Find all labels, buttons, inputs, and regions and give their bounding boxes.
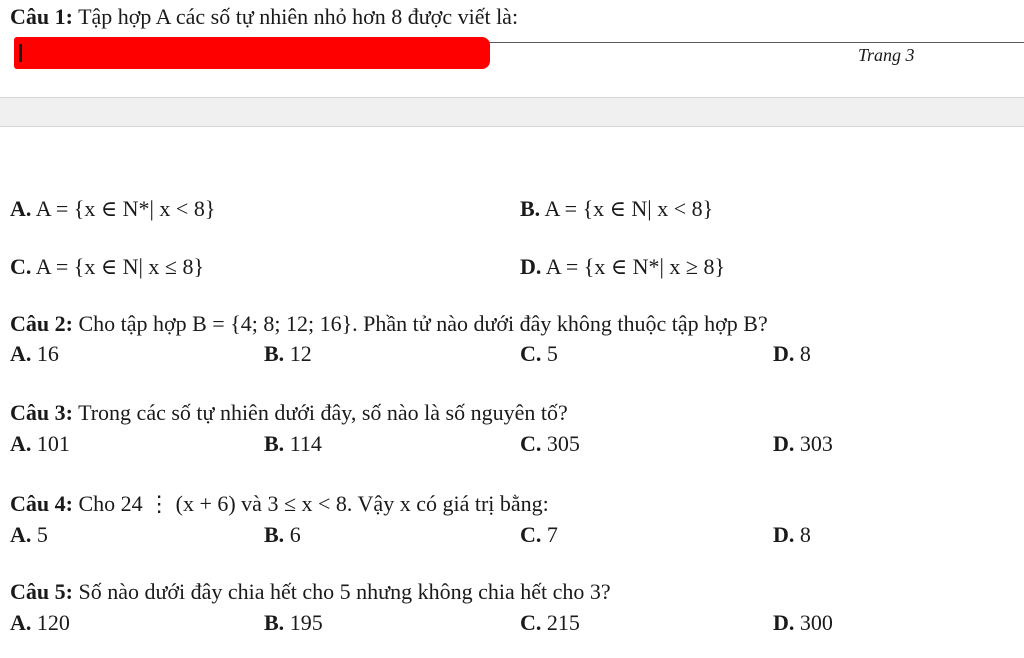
option-text: 101: [36, 431, 70, 456]
option-label: C.: [520, 522, 542, 547]
question-label: Câu 5:: [10, 579, 73, 604]
option-label: B.: [264, 610, 285, 635]
question-1-label: Câu 1:: [10, 4, 73, 29]
option-label: C.: [520, 610, 542, 635]
option-label: A.: [10, 341, 32, 366]
option-text: A = {x ∈ N| x ≤ 8}: [35, 254, 205, 279]
option-text: 195: [289, 610, 323, 635]
q4-option-c: [520, 522, 558, 548]
q2-option-d: [773, 341, 811, 367]
text-cursor: [19, 44, 22, 62]
question-1-text: Tập hợp A các số tự nhiên nhỏ hơn 8 được viết là:: [78, 4, 519, 29]
q4-option-b: [264, 522, 301, 548]
question-3-heading: [10, 400, 568, 426]
option-text: A = {x ∈ N*| x ≥ 8}: [545, 254, 726, 279]
q4-option-a: [10, 522, 48, 548]
option-text: 16: [36, 341, 59, 366]
option-label: D.: [520, 254, 542, 279]
question-text: Cho 24 ⋮ (x + 6) và 3 ≤ x < 8. Vậy x có giá trị bằng:: [78, 491, 549, 516]
redaction-bar: [14, 37, 490, 69]
option-label: D.: [773, 610, 795, 635]
question-4-heading: [10, 491, 549, 517]
option-label: A.: [10, 610, 32, 635]
q5-option-d: [773, 610, 833, 636]
option-text: A = {x ∈ N*| x < 8}: [35, 196, 216, 221]
option-label: D.: [773, 431, 795, 456]
q5-option-a: [10, 610, 70, 636]
option-label: B.: [520, 196, 541, 221]
q1-option-a: [10, 196, 215, 222]
option-text: 300: [799, 610, 833, 635]
option-text: 8: [799, 341, 811, 366]
option-label: A.: [10, 196, 32, 221]
option-text: 7: [546, 522, 558, 547]
option-label: C.: [520, 431, 542, 456]
q1-option-d: [520, 254, 725, 280]
option-label: B.: [264, 341, 285, 366]
q3-option-a: [10, 431, 70, 457]
option-text: 5: [36, 522, 48, 547]
question-text: Trong các số tự nhiên dưới đây, số nào là số nguyên tố?: [78, 400, 568, 425]
option-text: 5: [546, 341, 558, 366]
option-label: A.: [10, 431, 32, 456]
q3-option-d: [773, 431, 833, 457]
option-text: 303: [799, 431, 833, 456]
question-2-heading: [10, 311, 768, 337]
option-label: C.: [520, 341, 542, 366]
page-break: [0, 97, 1024, 127]
option-label: A.: [10, 522, 32, 547]
question-label: Câu 2:: [10, 311, 73, 336]
option-label: B.: [264, 431, 285, 456]
option-label: B.: [264, 522, 285, 547]
option-text: 215: [546, 610, 580, 635]
question-5-heading: [10, 579, 611, 605]
option-text: 120: [36, 610, 70, 635]
q3-option-b: [264, 431, 322, 457]
q2-option-b: [264, 341, 312, 367]
q4-option-d: [773, 522, 811, 548]
page-number: Trang 3: [858, 45, 915, 65]
option-label: D.: [773, 341, 795, 366]
question-label: Câu 4:: [10, 491, 73, 516]
q3-option-c: [520, 431, 580, 457]
option-text: A = {x ∈ N| x < 8}: [544, 196, 714, 221]
q5-option-c: [520, 610, 580, 636]
q2-option-a: [10, 341, 59, 367]
option-label: C.: [10, 254, 32, 279]
option-text: 12: [289, 341, 312, 366]
q1-option-c: [10, 254, 204, 280]
option-text: 114: [289, 431, 322, 456]
option-text: 8: [799, 522, 811, 547]
question-label: Câu 3:: [10, 400, 73, 425]
q2-option-c: [520, 341, 558, 367]
option-text: 6: [289, 522, 301, 547]
question-text: Cho tập hợp B = {4; 8; 12; 16}. Phần tử nào dưới đây không thuộc tập hợp B?: [78, 311, 768, 336]
question-1-heading: [10, 4, 518, 30]
q5-option-b: [264, 610, 323, 636]
question-text: Số nào dưới đây chia hết cho 5 nhưng không chia hết cho 3?: [78, 579, 611, 604]
option-label: D.: [773, 522, 795, 547]
option-text: 305: [546, 431, 580, 456]
q1-option-b: [520, 196, 713, 222]
